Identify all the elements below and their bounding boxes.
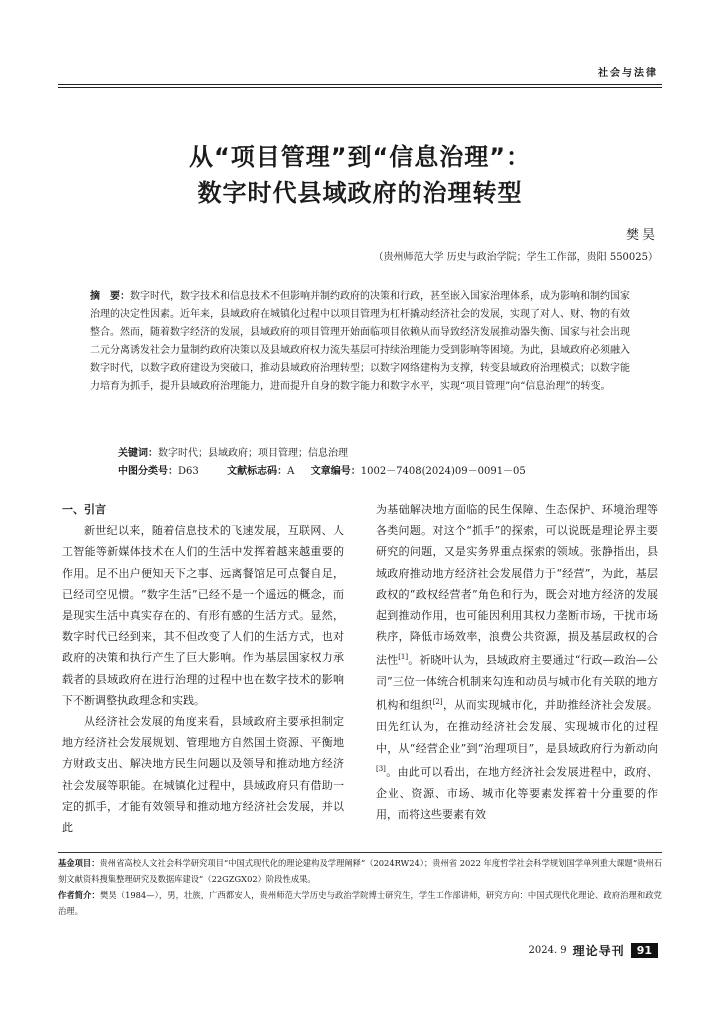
citation-ref: [3] — [376, 764, 386, 773]
citation-ref: [2] — [432, 698, 443, 707]
section-label: 社会与法律 — [598, 68, 658, 79]
body-paragraph-continued — [376, 499, 658, 825]
footnote-rule — [58, 852, 662, 853]
classification-line — [118, 462, 526, 477]
journal-name: 理论导刊 — [572, 944, 625, 958]
footnotes — [58, 855, 662, 919]
fund-text: 贵州省高校人文社会科学研究项目“中国式现代化的理论建构及学理阐释”（2024RW24）；贵州省 2022 年度哲学社会科学规划国学单列重大课题“贵州石刻文献资料搜集整理研究及数据库建设”（22GZGX02）阶段性成果。 — [58, 858, 662, 884]
bio-label: 作者简介： — [58, 890, 100, 900]
author-affiliation: （贵州师范大学 历史与政治学院；学生工作部，贵阳 550025） — [373, 252, 658, 263]
article-no-label: 文章编号： — [310, 466, 361, 477]
clc-value: D63 — [178, 466, 199, 477]
keywords-line — [118, 444, 348, 459]
body-paragraph-2: 从经济社会发展的角度来看，县域政府主要承担制定地方经济社会发展规划、管理地方自然国土资源、平衡地方财政支出、解决地方民生问题以及领导和推动地方经济社会发展等职能。在城镇化过程中，县域政府只有借助一定的抓手，才能有效领导和推动地方经济社会发展，并以此 — [62, 715, 344, 835]
abstract-text: 数字时代，数字技术和信息技术不但影响并制约政府的决策和行政，甚至嵌入国家治理体系，成为影响和制约国家治理的决定性因素。近年来，县域政府在城镇化过程中以项目管理为杠杆撬动经济社会的发展，实现了对人、财、物的有效整合。然而，随着数字经济的发展，县域政府的项目管理开始面临项目依赖从而导致经济发展推动器失衡、国家与社会出现二元分离诱发社会力量制约政府决策以及县域政府权力流失基层可持续治理能力受到影响等困境。为此，县域政府必须融入数字时代，以数字政府建设为突破口，推动县域政府治理转型；以数字网络建构为支撑，转变县域政府治理模式；以数字能力培育为抓手，提升县域政府治理能力，进而提升自身的数字能力和数字水平，实现“项目管理”向“信息治理”的转变。 — [90, 291, 630, 392]
title-line-2: 数字时代县域政府的治理转型 — [197, 179, 523, 207]
page-footer — [529, 942, 659, 959]
body-column-right — [376, 499, 658, 825]
body-text: ，从而实现城市化，并助推经济社会发展。田先红认为，在推动经济社会发展、实现城市化的过程中，从“经营企业”到“治理项目”，是县域政府行为新动向 — [376, 699, 659, 755]
citation-ref: [1] — [398, 653, 409, 662]
abstract — [90, 288, 630, 396]
title-line-1: 从“项目管理”到“信息治理”： — [188, 143, 532, 171]
keywords-label: 关键词： — [118, 448, 158, 459]
header-rule-top — [58, 84, 662, 85]
doc-code-value: A — [287, 466, 295, 477]
bio-text: 樊昊（1984—），男，壮族，广西都安人，贵州师范大学历史与政治学院博士研究生，学生工作部讲师，研究方向：中国式现代化理论、政府治理和政党治理。 — [58, 890, 662, 916]
page-number: 91 — [631, 943, 658, 958]
fund-note — [58, 855, 662, 887]
fund-label: 基金项目： — [58, 858, 100, 868]
author-bio — [58, 887, 662, 919]
keywords: 数字时代；县域政府；项目管理；信息治理 — [158, 448, 348, 459]
author-name: 樊昊 — [625, 228, 658, 243]
doc-code-label: 文献标志码： — [227, 466, 288, 477]
body-text: 。由此可以看出，在地方经济社会发展进程中，政府、企业、资源、市场、城市化等要素发挥着十分重要的作用，而将这些要素有效 — [376, 765, 658, 821]
body-paragraph-1: 新世纪以来，随着信息技术的飞速发展，互联网、人工智能等新媒体技术在人们的生活中发挥着越来越重要的作用。足不出户便知天下之事、远离餐馆足可点餐自足，已经司空见惯。“数字生活”已经不是一个遥远的概念，而是现实生活中真实存在的、有形有感的生活方式。显然，数字时代已经到来，其不但改变了人们的生活方式，也对政府的决策和执行产生了巨大影响。作为基层国家权力承载者的县域政府在进行治理的过程中也在数字技术的影响下不断调整执政理念和实践。 — [62, 524, 344, 707]
abstract-label: 摘 要： — [90, 291, 130, 302]
header-rule-bottom — [58, 87, 662, 88]
article-no-value: 1002－7408(2024)09－0091－05 — [360, 466, 526, 477]
body-text: 为基础解决地方面临的民生保障、生态保护、环境治理等各类问题。对这个“抓手”的探索，可以说既是理论界主要研究的问题，又是实务界重点探索的领域。张静指出，县域政府推动地方经济社会发展借力于“经营”，为此，基层政权的“政权经营者”角色和行为，既会对地方经济的发展起到推动作用，也可能因利用其权力垄断市场，干扰市场秩序，降低市场效率，浪费公共资源，损及基层政权的合法性 — [376, 503, 658, 668]
body-text: 。祈晓叶认为，县域政府主要通过“行政—政治—公司”三位一体统合机制来勾连和动员与城市化有关联的地方机构和组织 — [376, 654, 659, 713]
issue-date: 2024. 9 — [528, 945, 567, 956]
body-column-left — [62, 499, 344, 838]
section-heading: 一、引言 — [62, 503, 106, 516]
clc-label: 中图分类号： — [118, 466, 178, 477]
